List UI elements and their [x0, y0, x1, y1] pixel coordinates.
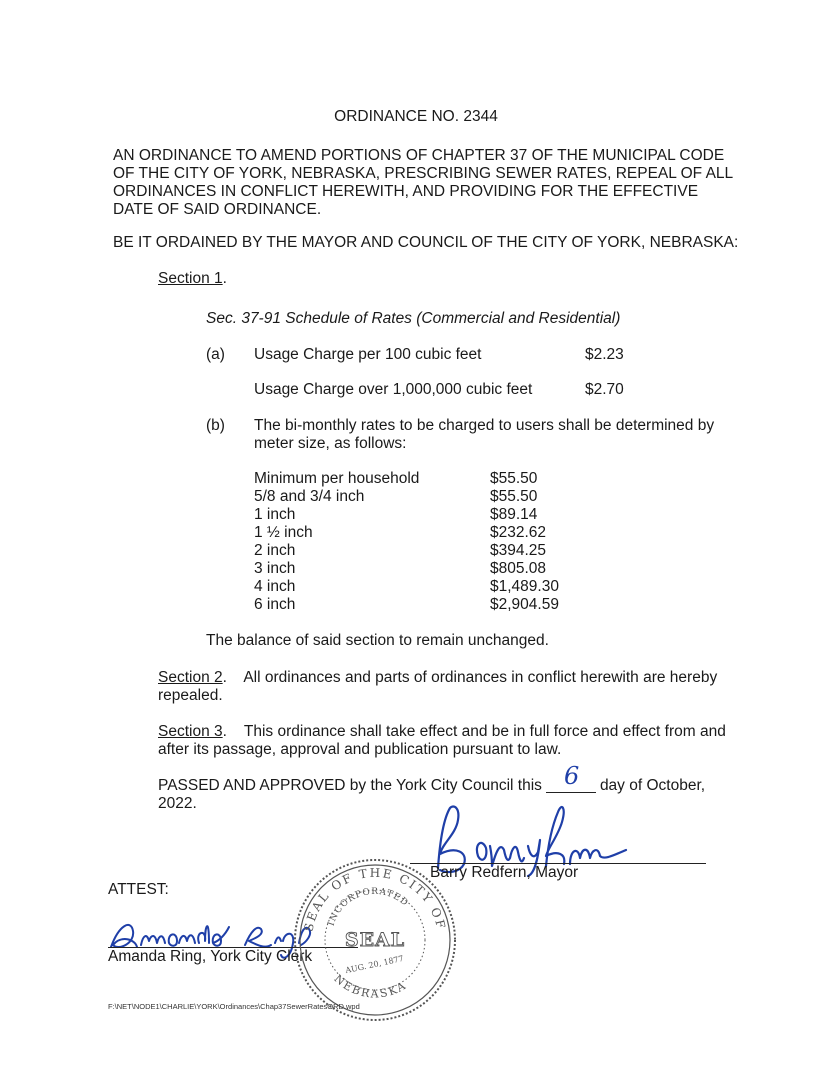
meter-rate-label: 4 inch	[254, 578, 296, 595]
meter-rate-label: 1 inch	[254, 506, 296, 523]
svg-text:AUG. 20, 1877: AUG. 20, 1877	[344, 953, 405, 976]
meter-rate-label: 5/8 and 3/4 inch	[254, 488, 365, 505]
meter-rate-label: 2 inch	[254, 542, 296, 559]
meter-rate-value: $805.08	[490, 560, 547, 577]
ordinance-intro: AN ORDINANCE TO AMEND PORTIONS OF CHAPTER 37 OF THE MUNICIPAL CODE OF THE CITY OF YORK, NEBRASKA, PRESCRIBING SEWER RATES, REPEAL OF ALL ORDINANCES IN CONFLICT HEREWITH, AND PROVIDING FOR THE EFFECTIVE DATE OF SAID ORDINANCE.	[113, 147, 733, 218]
section-3-heading: Section 3	[158, 723, 223, 740]
meter-rate-value: $55.50	[490, 470, 538, 487]
clerk-name: Amanda Ring, York City Clerk	[108, 948, 313, 965]
meter-rate-label: 3 inch	[254, 560, 296, 577]
ordained-clause: BE IT ORDAINED BY THE MAYOR AND COUNCIL OF THE CITY OF YORK, NEBRASKA:	[113, 234, 739, 251]
passed-line	[158, 762, 706, 795]
section-2	[158, 669, 733, 705]
subsection-title: Sec. 37-91 Schedule of Rates (Commercial and Residential)	[206, 310, 621, 327]
section-1-label: Section 1	[158, 270, 223, 287]
section-3-text: . This ordinance shall take effect and be in full force and effect from and after its passage, approval and publication pursuant to law.	[158, 723, 731, 758]
meter-rate-value: $232.62	[490, 524, 547, 541]
meter-rate-value: $89.14	[490, 506, 538, 523]
usage-row-1-value: $2.23	[585, 346, 624, 363]
day-blank	[546, 762, 596, 793]
file-path: F:\NET\NODE1\CHARLIE\YORK\Ordinances\Chap37SewerRatesORD.wpd	[108, 1002, 360, 1011]
item-b-marker: (b)	[206, 417, 225, 434]
meter-rate-value: $2,904.59	[490, 596, 559, 613]
item-b-text: The bi-monthly rates to be charged to users shall be determined by meter size, as follows:	[254, 417, 715, 452]
city-seal	[286, 846, 458, 1023]
attest-label: ATTEST:	[108, 881, 169, 898]
mayor-name: Barry Redfern, Mayor	[430, 864, 579, 881]
meter-rate-label: 6 inch	[254, 596, 296, 613]
balance-note: The balance of said section to remain unchanged.	[206, 632, 549, 649]
section-2-heading: Section 2	[158, 669, 223, 686]
item-a-marker: (a)	[206, 346, 225, 363]
section-2-text: . All ordinances and parts of ordinances in conflict herewith are hereby repealed.	[158, 669, 722, 704]
meter-rate-value: $55.50	[490, 488, 538, 505]
svg-text:INCORPORATED: INCORPORATED	[326, 886, 411, 928]
section-1-period: .	[222, 270, 227, 287]
day-handwritten: 6	[563, 762, 580, 790]
section-3	[158, 723, 733, 759]
svg-text:SEAL OF THE CITY OF YORK: SEAL OF THE CITY OF YORK	[286, 846, 449, 937]
meter-rate-value: $1,489.30	[490, 578, 559, 595]
passed-text-before: PASSED AND APPROVED by the York City Council this	[158, 777, 542, 794]
passed-text-after: day of October,	[599, 777, 706, 794]
meter-rate-label: 1 ½ inch	[254, 524, 313, 541]
passed-year: 2022.	[158, 795, 197, 812]
meter-rate-label: Minimum per household	[254, 470, 420, 487]
svg-text:NEBRASKA: NEBRASKA	[331, 972, 410, 1001]
section-1-heading	[158, 270, 227, 288]
ordinance-title: ORDINANCE NO. 2344	[334, 108, 498, 125]
meter-rate-value: $394.25	[490, 542, 547, 559]
usage-row-2-value: $2.70	[585, 381, 624, 398]
usage-row-1-label: Usage Charge per 100 cubic feet	[254, 346, 482, 363]
svg-text:SEAL: SEAL	[344, 929, 406, 951]
usage-row-2-label: Usage Charge over 1,000,000 cubic feet	[254, 381, 533, 398]
